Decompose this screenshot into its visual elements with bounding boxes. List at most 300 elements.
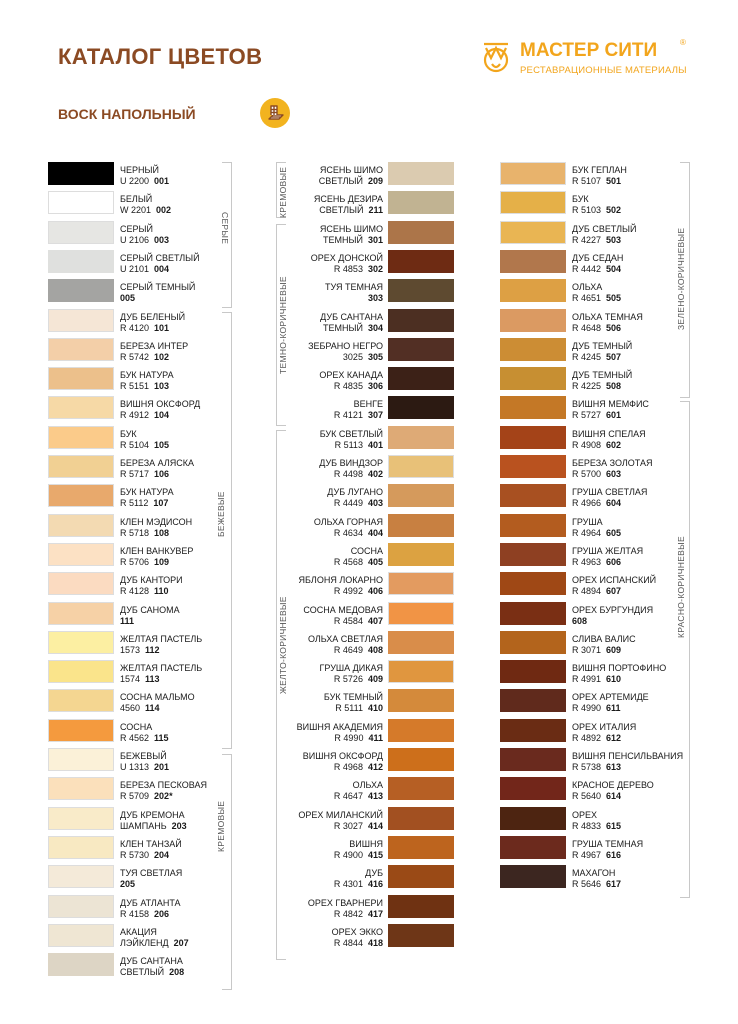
swatch-article-line (572, 557, 643, 568)
color-swatch (500, 572, 566, 595)
swatch-code: 410 (367, 703, 383, 714)
swatch-article-line (572, 323, 643, 334)
swatch-article: R 5640 (572, 791, 602, 802)
swatch-article: R 4449 (333, 498, 363, 509)
swatch-article-line (572, 733, 636, 744)
swatch-code: 206 (154, 908, 170, 919)
swatch-code: 111 (120, 615, 135, 626)
swatch-label (298, 810, 383, 832)
swatch-code: 207 (173, 937, 189, 948)
swatch-name: ЯСЕНЬ ШИМО (319, 165, 383, 175)
swatch-label (120, 224, 169, 246)
swatch-name: ДУБ (365, 868, 383, 879)
swatch-article: 4560 (120, 703, 141, 714)
swatch-name: ВИШНЯ МЕМФИС (572, 399, 649, 410)
swatch-label (120, 312, 185, 334)
swatch-article-line (314, 205, 383, 216)
swatch-article: 1573 (120, 644, 141, 655)
swatch-article-line (120, 586, 183, 597)
swatch-article: R 3071 (572, 644, 602, 655)
swatch-code: 109 (154, 556, 170, 567)
swatch-article: R 4842 (333, 908, 363, 919)
swatch-label (332, 927, 383, 949)
swatch-name: ОРЕХ КАНАДА (319, 370, 383, 381)
swatch-name: ОРЕХ БУРГУНДИЯ (572, 604, 654, 615)
swatch-code: 413 (367, 791, 383, 802)
swatch-code: 407 (367, 615, 383, 626)
swatch-label (319, 458, 383, 480)
swatch-article-line (120, 264, 200, 275)
color-swatch (48, 191, 114, 214)
swatch-code: 405 (367, 556, 383, 567)
swatch-article-line (120, 176, 169, 187)
swatch-label (572, 634, 636, 656)
swatch-code: 601 (606, 410, 622, 421)
swatch-code: 608 (572, 615, 588, 626)
color-swatch (48, 455, 114, 478)
swatch-article-line (334, 791, 383, 802)
swatch-article-line (120, 938, 189, 949)
color-swatch (388, 865, 454, 888)
swatch-article-line (572, 440, 646, 451)
swatch-code: 202* (154, 791, 173, 802)
swatch-code: 408 (367, 644, 383, 655)
color-swatch (388, 572, 454, 595)
swatch-name: ОРЕХ МИЛАНСКИЙ (298, 809, 383, 820)
swatch-label (303, 605, 383, 627)
swatch-label (572, 194, 621, 216)
swatch-name: ОЛЬХА (352, 780, 383, 791)
swatch-label (120, 341, 188, 363)
swatch-name: ОРЕХ ИСПАНСКИЙ (572, 575, 657, 586)
swatch-name: ДУБ ЛУГАНО (327, 487, 383, 498)
swatch-article: R 5730 (120, 849, 150, 860)
swatch-article: R 4967 (572, 849, 602, 860)
swatch-label (572, 663, 666, 685)
swatch-article: R 5107 (572, 176, 602, 186)
swatch-article: R 4900 (333, 849, 363, 860)
color-swatch (500, 836, 566, 859)
color-swatch (48, 719, 114, 742)
color-swatch (500, 484, 566, 507)
swatch-article: U 2200 (120, 176, 150, 186)
swatch-article-line (572, 469, 653, 480)
swatch-code: 403 (367, 498, 383, 509)
swatch-article-line (572, 586, 656, 597)
swatch-article: R 5113 (334, 439, 363, 450)
swatch-code: 108 (154, 527, 170, 538)
swatch-article: R 5646 (572, 879, 602, 890)
swatch-article-line (320, 235, 383, 246)
page-title: КАТАЛОГ ЦВЕТОВ (58, 44, 263, 69)
swatch-label (572, 341, 632, 363)
swatch-code: 305 (367, 351, 383, 362)
swatch-article: R 4966 (572, 498, 602, 509)
swatch-label (572, 722, 636, 744)
swatch-code: 112 (145, 644, 160, 655)
group-bracket-cream-1 (222, 754, 232, 990)
color-swatch (48, 250, 114, 273)
swatch-name: ДУБ АТЛАНТА (120, 897, 181, 908)
color-swatch (388, 514, 454, 537)
color-swatch (48, 748, 114, 771)
swatch-label (120, 253, 200, 275)
swatch-label (325, 282, 383, 304)
color-swatch (500, 455, 566, 478)
color-swatch (500, 338, 566, 361)
swatch-article-line (325, 293, 383, 304)
swatch-article: R 4634 (333, 527, 363, 538)
swatch-article: R 5111 (335, 703, 363, 714)
swatch-article-line (120, 293, 195, 304)
swatch-label (120, 194, 171, 216)
swatch-article: R 4651 (572, 293, 602, 304)
color-swatch (388, 689, 454, 712)
color-swatch (388, 602, 454, 625)
swatch-article: R 4301 (333, 879, 363, 890)
swatch-article: R 4121 (333, 410, 363, 421)
brand-name: МАСТЕР СИТИ (520, 40, 658, 61)
color-swatch (388, 719, 454, 742)
color-swatch (500, 250, 566, 273)
swatch-label (572, 517, 621, 539)
swatch-name: ДУБ ВИНДЗОР (319, 458, 383, 468)
color-swatch (48, 484, 114, 507)
swatch-label (572, 487, 647, 509)
group-label-gray: СЕРЫЕ (220, 212, 230, 245)
swatch-article: ТЕМНЫЙ (323, 322, 363, 333)
swatch-article-line (120, 674, 202, 685)
color-swatch (48, 309, 114, 332)
swatch-article-line (572, 235, 636, 246)
swatch-code: 113 (145, 674, 160, 685)
swatch-article-line (320, 674, 383, 685)
swatch-code: 205 (120, 879, 136, 890)
color-swatch (48, 807, 114, 830)
color-swatch (500, 309, 566, 332)
swatch-article: R 4227 (572, 234, 602, 245)
swatch-label (572, 868, 621, 890)
group-label-yellow-brown: ЖЕЛТО-КОРИЧНЕВЫЕ (278, 596, 288, 694)
swatch-code: 404 (367, 527, 383, 538)
color-swatch (48, 338, 114, 361)
swatch-article-line (311, 264, 383, 275)
color-swatch (388, 396, 454, 419)
swatch-name: БУК НАТУРА (120, 487, 174, 498)
color-swatch (500, 631, 566, 654)
swatch-label (120, 898, 181, 920)
swatch-article-line (120, 352, 188, 363)
swatch-label (572, 224, 636, 246)
swatch-article: R 4894 (572, 586, 602, 597)
swatch-name: ВИШНЯ АКАДЕМИЯ (296, 721, 383, 732)
swatch-code: 418 (367, 937, 383, 948)
brand-tagline: РЕСТАВРАЦИОННЫЕ МАТЕРИАЛЫ (520, 65, 687, 76)
swatch-code: 607 (606, 586, 622, 597)
swatch-name: ДУБ КРЕМОНА (120, 809, 185, 820)
swatch-code: 604 (606, 498, 622, 509)
color-swatch (388, 924, 454, 947)
color-swatch (500, 748, 566, 771)
swatch-article: СВЕТЛЫЙ (318, 176, 363, 186)
swatch-code: 302 (367, 263, 383, 274)
swatch-article-line (314, 528, 383, 539)
group-label-dark-brown: ТЕМНО-КОРИЧНЕВЫЕ (278, 276, 288, 374)
swatch-code: 307 (367, 410, 383, 421)
swatch-name: КЛЕН ТАНЗАЙ (120, 838, 182, 849)
group-label-green-brown: ЗЕЛЕНО-КОРИЧНЕВЫЕ (676, 227, 686, 330)
swatch-article-line (120, 967, 184, 978)
swatch-code: 416 (367, 879, 383, 890)
swatch-name: ДУБ САНОМА (120, 604, 180, 615)
swatch-name: СОСНА (120, 721, 153, 732)
color-swatch (388, 895, 454, 918)
swatch-label (120, 605, 180, 627)
color-swatch (500, 865, 566, 888)
swatch-code: 208 (169, 967, 185, 978)
swatch-article: R 4991 (572, 674, 602, 685)
swatch-name: СОСНА МАЛЬМО (120, 692, 195, 703)
swatch-label (319, 165, 383, 187)
swatch-name: ОРЕХ ГВАРНЕРИ (307, 897, 383, 908)
color-swatch (500, 719, 566, 742)
swatch-label (572, 546, 643, 568)
color-swatch (48, 631, 114, 654)
swatch-article: U 2101 (120, 263, 150, 274)
swatch-label (572, 780, 654, 802)
swatch-name: ОРЕХ ИТАЛИЯ (572, 721, 637, 732)
swatch-name: БУК (120, 428, 137, 439)
swatch-label (120, 663, 202, 685)
swatch-name: ВИШНЯ ПОРТОФИНО (572, 663, 667, 674)
swatch-name: ОЛЬХА (572, 282, 603, 293)
color-swatch (48, 572, 114, 595)
swatch-label (120, 839, 182, 861)
color-swatch (388, 250, 454, 273)
swatch-article-line (572, 410, 649, 421)
swatch-article: ЛЭЙКЛЕНД (120, 937, 169, 948)
swatch-code: 603 (606, 469, 622, 479)
group-label-red-brown: КРАСНО-КОРИЧНЕВЫЕ (676, 536, 686, 638)
swatch-label (120, 546, 193, 568)
swatch-code: 606 (606, 556, 622, 567)
swatch-code: 507 (606, 351, 622, 362)
swatch-article: R 4647 (333, 791, 363, 802)
swatch-code: 209 (367, 176, 383, 186)
swatch-label (334, 839, 383, 861)
swatch-name: ДУБ СЕДАН (572, 252, 624, 263)
swatch-article-line (572, 264, 623, 275)
swatch-label (120, 458, 194, 480)
swatch-article-line (120, 557, 193, 568)
swatch-article: R 5103 (572, 205, 602, 216)
swatch-name: БУК (572, 194, 589, 205)
swatch-name: ГРУША СВЕТЛАЯ (572, 487, 648, 498)
color-swatch (48, 543, 114, 566)
swatch-article-line (303, 616, 383, 627)
swatch-article: R 5706 (120, 556, 150, 567)
swatch-code: 506 (606, 322, 622, 333)
swatch-label (120, 956, 184, 978)
swatch-article-line (120, 410, 200, 421)
color-swatch (388, 221, 454, 244)
color-swatch (500, 777, 566, 800)
swatch-code: 610 (606, 674, 622, 685)
swatch-article: R 4992 (333, 586, 363, 597)
swatch-name: БЕЛЫЙ (120, 194, 153, 205)
swatch-name: ГРУША ТЕМНАЯ (572, 838, 644, 849)
page-subtitle: ВОСК НАПОЛЬНЫЙ (58, 106, 196, 122)
swatch-label (120, 282, 195, 304)
swatch-name: КРАСНОЕ ДЕРЕВО (572, 780, 654, 791)
color-swatch (48, 602, 114, 625)
swatch-article: R 4584 (333, 615, 363, 626)
swatch-article: R 4649 (333, 644, 363, 655)
group-bracket-red-brown (680, 401, 690, 898)
color-swatch (388, 426, 454, 449)
swatch-article: R 4245 (572, 351, 602, 362)
color-swatch (500, 514, 566, 537)
swatch-code: 504 (606, 263, 622, 274)
swatch-article-line (334, 850, 383, 861)
swatch-code: 411 (368, 732, 383, 743)
swatch-article-line (308, 352, 383, 363)
swatch-label (324, 692, 383, 714)
swatch-article: R 5151 (120, 381, 150, 392)
swatch-article-line (298, 821, 383, 832)
swatch-label (572, 810, 621, 832)
color-swatch (388, 309, 454, 332)
color-swatch (48, 426, 114, 449)
swatch-name: ОЛЬХА ГОРНАЯ (313, 516, 383, 527)
group-label-cream-2: КРЕМОВЫЕ (278, 166, 288, 218)
swatch-label (572, 253, 623, 275)
swatch-article-line (120, 821, 187, 832)
swatch-label (120, 429, 169, 451)
swatch-code: 107 (153, 498, 169, 509)
swatch-article: R 4120 (120, 322, 150, 333)
swatch-code: 003 (154, 234, 170, 245)
color-swatch (388, 631, 454, 654)
swatch-code: 005 (120, 293, 136, 304)
swatch-article: R 4562 (120, 732, 150, 743)
swatch-article-line (319, 176, 383, 187)
color-swatch (48, 396, 114, 419)
swatch-article: R 5718 (120, 527, 150, 538)
swatch-code: 106 (154, 469, 170, 479)
swatch-article: R 4912 (120, 410, 150, 421)
swatch-name: БУК ТЕМНЫЙ (323, 692, 383, 703)
swatch-article-line (572, 791, 654, 802)
swatch-article-line (120, 205, 171, 216)
swatch-name: ВЕНГЕ (353, 399, 383, 410)
swatch-label (120, 165, 169, 187)
swatch-code: 617 (606, 879, 622, 890)
swatch-name: ДУБ САНТАНА (320, 311, 383, 322)
swatch-label (308, 634, 383, 656)
color-swatch (48, 367, 114, 390)
swatch-code: 611 (606, 703, 621, 714)
swatch-article: U 1313 (120, 762, 150, 772)
swatch-article-line (332, 938, 383, 949)
color-swatch (500, 660, 566, 683)
swatch-code: 609 (606, 644, 622, 655)
swatch-label (572, 458, 653, 480)
swatch-code: 304 (367, 322, 383, 333)
swatch-label (120, 810, 187, 832)
color-swatch (388, 543, 454, 566)
swatch-code: 211 (368, 205, 383, 216)
swatch-article: R 4158 (120, 908, 150, 919)
color-swatch (388, 748, 454, 771)
swatch-name: БУК СВЕТЛЫЙ (319, 428, 383, 439)
color-swatch (48, 777, 114, 800)
swatch-article-line (572, 821, 621, 832)
swatch-article-line (334, 410, 383, 421)
color-swatch (48, 836, 114, 859)
swatch-label (572, 692, 649, 714)
swatch-code: 616 (606, 849, 622, 860)
swatch-article: R 4964 (572, 527, 602, 538)
swatch-article-line (297, 733, 383, 744)
swatch-code: 417 (367, 908, 383, 919)
color-swatch (500, 191, 566, 214)
swatch-article-line (120, 235, 169, 246)
swatch-article-line (308, 645, 383, 656)
swatch-article-line (334, 879, 383, 890)
swatch-article-line (572, 879, 621, 890)
swatch-label (120, 927, 189, 949)
swatch-article: R 4963 (572, 556, 602, 567)
swatch-article: W 2201 (120, 205, 152, 216)
swatch-code: 406 (367, 586, 383, 597)
swatch-article-line (120, 879, 182, 890)
swatch-code: 004 (154, 263, 170, 274)
swatch-article-line (334, 557, 383, 568)
swatch-label (572, 751, 683, 773)
swatch-article-line (120, 440, 169, 451)
swatch-name: БУК ГЕПЛАН (572, 165, 627, 175)
swatch-name: МАХАГОН (572, 868, 616, 879)
swatch-label (334, 868, 383, 890)
swatch-name: ЖЕЛТАЯ ПАСТЕЛЬ (120, 663, 203, 674)
swatch-code: 204 (154, 849, 170, 860)
swatch-label (572, 605, 653, 627)
swatch-article: R 4498 (333, 469, 363, 479)
brand-registered-mark: ® (680, 38, 686, 47)
swatch-code: 114 (145, 703, 160, 714)
swatch-label (572, 312, 643, 334)
swatch-code: 203 (171, 820, 187, 831)
color-swatch (388, 162, 454, 185)
color-swatch (500, 543, 566, 566)
swatch-name: БЕРЕЗА ИНТЕР (120, 340, 189, 351)
swatch-code: 301 (367, 234, 383, 245)
color-swatch (48, 895, 114, 918)
color-swatch (500, 279, 566, 302)
color-swatch (388, 338, 454, 361)
swatch-article: R 4568 (333, 556, 363, 567)
group-label-cream-1: КРЕМОВЫЕ (216, 800, 226, 852)
swatch-article-line (120, 528, 192, 539)
swatch-article: СВЕТЛЫЙ (120, 967, 165, 978)
swatch-code: 409 (367, 674, 383, 685)
swatch-article-line (572, 352, 632, 363)
swatch-name: ОРЕХ АРТЕМИДЕ (572, 692, 649, 703)
swatch-code: 503 (606, 234, 622, 245)
swatch-article-line (120, 762, 169, 773)
color-swatch (48, 689, 114, 712)
